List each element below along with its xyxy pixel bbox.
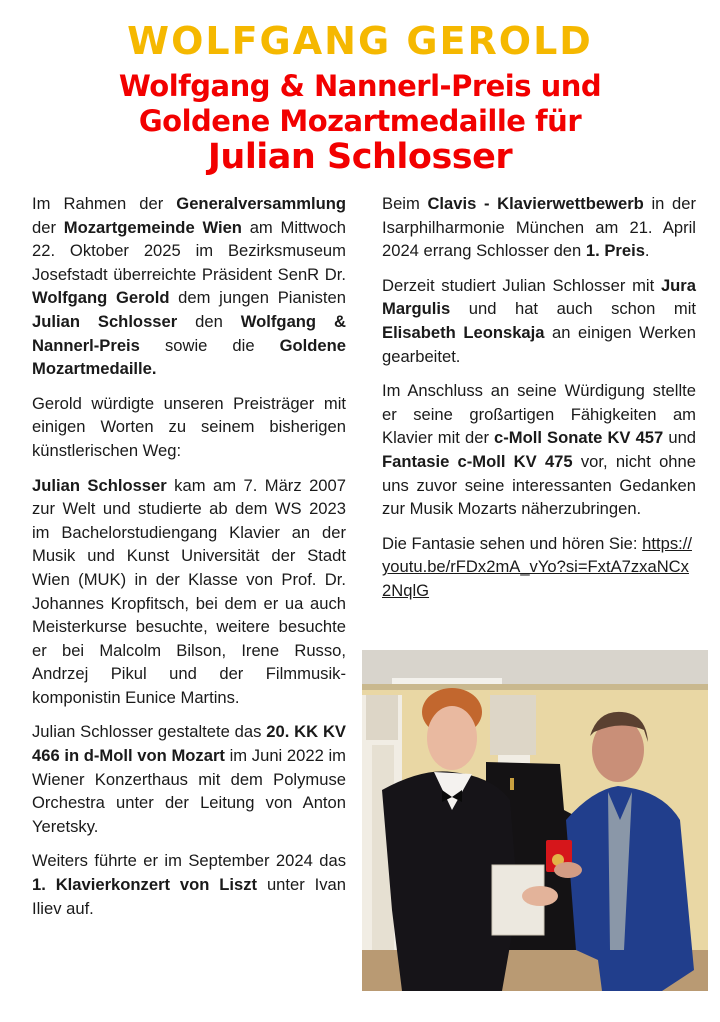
photo-illustration: [362, 650, 708, 991]
award-photo: [362, 650, 708, 991]
bold-text: Goldene Mozartmedaille.: [32, 335, 346, 379]
left-column: [32, 192, 346, 931]
page-title: WOLFGANG GEROLD: [127, 19, 593, 63]
text: und hat auch schon mit: [450, 299, 696, 319]
text: Beim: [382, 194, 428, 213]
text: kam am 7. März 2007 zur Welt und studierte ab dem WS 2023 im Bachelorstudiengang Klavier an der Musik und Kunst Universität der Stadt Wien (MUK) in der Klasse von Prof. Dr. Johannes Kropfitsch, bei dem er ua auch Meisterkurse besuchte, weitere besuchte er bei Malcolm Bilson, Irene Russo, Andrzej Pikul und der Filmmusikkomponistin Eunice Martins.: [32, 475, 346, 707]
bold-text: Mozartgemeinde Wien: [63, 217, 242, 237]
paragraph-tribute: Gerold würdigte unseren Preisträger mit einigen Worten zu seinem bisherigen künstlerischen Weg:: [32, 393, 346, 460]
bold-text: Elisabeth Leonskaja: [382, 322, 545, 342]
paragraph-teachers: [382, 274, 696, 368]
bold-text: 1. Klavierkonzert von Liszt: [32, 875, 258, 895]
youtube-link[interactable]: https://youtu.be/rFDx2mA_vYo?si=FxtA7zxaNCx2NqlG: [382, 533, 692, 600]
paragraph-concert-mozart: [32, 720, 346, 838]
subtitle-line-1: Wolfgang & Nannerl-Preis und: [118, 69, 602, 103]
paragraph-competition: [382, 192, 696, 263]
paragraph-ceremony: [32, 192, 346, 381]
text: Die Fantasie sehen und hören Sie:: [382, 533, 643, 553]
text: Julian Schlosser gestaltete das: [32, 722, 267, 742]
text: sowie die: [139, 335, 280, 355]
text: Im Anschluss an seine Würdigung stellte er seine großartigen Fähigkeiten am Klavier mit der: [382, 381, 696, 448]
text: den: [177, 311, 241, 331]
text: der: [32, 217, 64, 237]
bold-text: Wolfgang Gerold: [32, 288, 170, 308]
bold-text: Clavis - Klavierwettbewerb: [427, 194, 644, 213]
bold-text: Julian Schlosser: [32, 311, 178, 331]
pillar-capital-left: [366, 695, 398, 740]
text: in der Isarphilharmonie München am 21. April 2024 errang Schlosser den: [382, 194, 696, 261]
right-column: [382, 192, 696, 614]
cornice: [362, 684, 708, 690]
piano-detail: [510, 778, 514, 790]
text: dem jungen Pianisten: [169, 288, 346, 308]
face-young-man: [427, 706, 477, 770]
text: am Mittwoch 22. Oktober 2025 im Bezirksmuseum Josefstadt überreichte Präsident SenR Dr.: [32, 217, 346, 284]
bold-text: Generalversammlung: [176, 194, 346, 213]
subtitle-line-2: Goldene Mozartmedaille für: [138, 104, 582, 138]
bold-text: 1. Preis: [585, 241, 645, 261]
subtitle-line-3: Julian Schlosser: [207, 137, 513, 177]
handshake: [522, 886, 558, 906]
paragraph-video: [382, 532, 696, 603]
text: unter Ivan Iliev auf.: [32, 875, 346, 918]
text: im Juni 2022 im Wiener Konzerthaus mit dem Polymuse Orchestra unter der Leitung von Anton Yeretsky.: [32, 746, 346, 836]
bold-text: Julian Schlosser: [32, 475, 167, 495]
text: Im Rahmen der: [32, 194, 177, 213]
text: an einigen Werken gearbeitet.: [382, 322, 696, 366]
text: .: [644, 241, 650, 261]
text: vor, nicht ohne uns zuvor seine interessanten Gedanken zur Musik Mozarts näherzubringen.: [382, 451, 696, 519]
paragraph-concert-liszt: [32, 849, 346, 920]
hand-older-man: [554, 862, 582, 878]
bold-text: Wolfgang & Nannerl-Preis: [32, 311, 346, 355]
paragraph-performance: [382, 379, 696, 521]
ceiling-light: [392, 678, 502, 684]
paragraph-biography: [32, 474, 346, 710]
pillar-capital-center: [490, 695, 536, 755]
bold-text: c-Moll Sonate KV 457: [494, 428, 664, 448]
text: Derzeit studiert Julian Schlosser mit: [382, 275, 661, 295]
bold-text: Jura Margulis: [382, 275, 696, 319]
bold-text: 20. KK KV 466 in d-Moll von Mozart: [32, 722, 346, 766]
text: Weiters führte er im September 2024 das: [32, 851, 346, 871]
text: und: [663, 428, 697, 448]
bold-text: Fantasie c-Moll KV 475: [382, 451, 573, 471]
